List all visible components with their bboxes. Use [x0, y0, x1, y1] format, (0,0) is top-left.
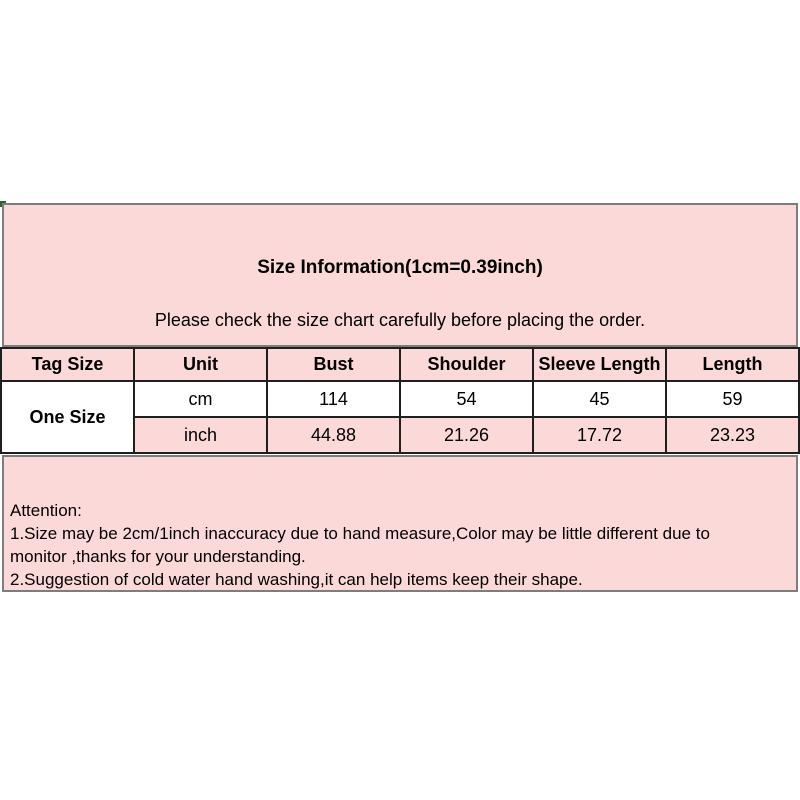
cell-cm-unit: cm	[134, 381, 267, 417]
size-table-row-cm	[1, 381, 799, 417]
attention-box	[2, 455, 798, 592]
attention-note-2: 2.Suggestion of cold water hand washing,it can help items keep their shape.	[10, 570, 583, 589]
size-info-title: Size Information(1cm=0.39inch)	[257, 257, 543, 278]
size-table	[0, 347, 800, 454]
cell-inch-unit: inch	[134, 417, 267, 453]
col-header-sleeve-length: Sleeve Length	[533, 348, 666, 381]
col-header-unit: Unit	[134, 348, 267, 381]
attention-note-1: 1.Size may be 2cm/1inch inaccuracy due to hand measure,Color may be little different due to monitor ,thanks for your understanding.	[10, 524, 710, 566]
cell-cm-bust: 114	[267, 381, 400, 417]
cell-cm-length: 59	[666, 381, 799, 417]
col-header-shoulder: Shoulder	[400, 348, 533, 381]
attention-heading: Attention:	[10, 501, 82, 520]
col-header-bust: Bust	[267, 348, 400, 381]
cell-inch-bust: 44.88	[267, 417, 400, 453]
col-header-tag-size: Tag Size	[1, 348, 134, 381]
cell-tag-size: One Size	[1, 381, 134, 453]
cell-inch-length: 23.23	[666, 417, 799, 453]
size-info-subtitle: Please check the size chart carefully before placing the order.	[154, 310, 646, 330]
cell-cm-sleeve-length: 45	[533, 381, 666, 417]
size-info-box	[2, 203, 798, 347]
cell-inch-shoulder: 21.26	[400, 417, 533, 453]
cell-cm-shoulder: 54	[400, 381, 533, 417]
cell-inch-sleeve-length: 17.72	[533, 417, 666, 453]
size-table-header-row	[1, 348, 799, 381]
col-header-length: Length	[666, 348, 799, 381]
